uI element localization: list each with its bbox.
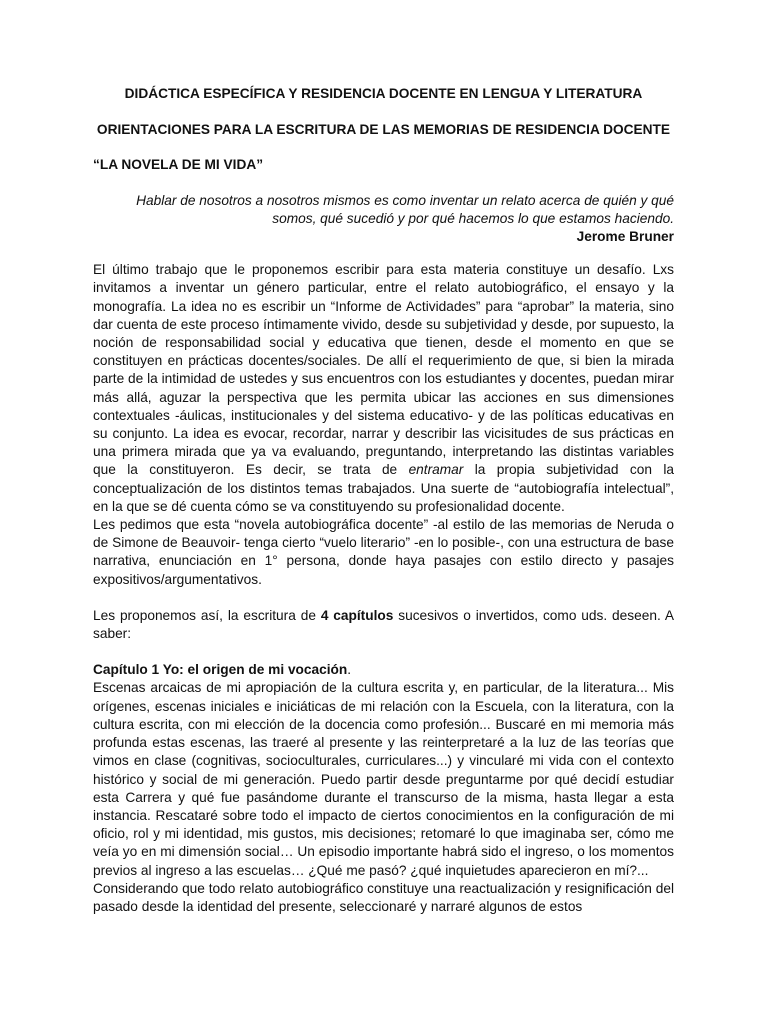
- document-title: DIDÁCTICA ESPECÍFICA Y RESIDENCIA DOCENTE EN LENGUA Y LITERATURA: [124, 86, 643, 101]
- chapters-count: 4 capítulos: [320, 607, 394, 623]
- chapter-1-heading-text: Capítulo 1 Yo: el origen de mi vocación: [93, 662, 348, 678]
- chapter-1-heading: [93, 661, 674, 679]
- document-subtitle: ORIENTACIONES PARA LA ESCRITURA DE LAS MEMORIAS DE RESIDENCIA DOCENTE: [96, 122, 671, 138]
- chapters-intro-part-1: Les proponemos así, la escritura de: [93, 607, 321, 623]
- epigraph-quote: Hablar de nosotros a nosotros mismos es como inventar un relato acerca de quién y qué somos, qué sucedió y por qué hacemos lo que estamos haciendo.: [136, 192, 674, 226]
- intro-paragraph-part-1: El último trabajo que le proponemos escribir para esta materia constituye un desafío. Lxs invitamos a inventar un género particular, entre el relato autobiográfico, el ensayo y la monografía. La idea no es escribir un “Informe de Actividades” para “aprobar” la materia, sino dar cuenta de este proceso íntimamente vivido, desde su subjetividad y desde, por supuesto, la noción de responsabilidad social y educativa que tienen, desde el momento en que se constituyen en prácticas docentes/sociales. De allí el requerimiento de que, si bien la mirada parte de la intimidad de ustedes y sus encuentros con los estudiantes y docentes, puedan mirar más allá, aguzar la perspectiva que les permita ubicar las acciones en sus dimensiones contextuales -áulicas, institucionales y del sistema educativo- y de las políticas educativas en su conjunto. La idea es evocar, recordar, narrar y describir las vicisitudes de sus prácticas en una primera mirada que ya va evaluando, preguntando, interpretando las distintas variables que la constituyeron. Es decir, se trata de: [93, 262, 674, 478]
- request-paragraph: Les pedimos que esta “novela autobiográfica docente” -al estilo de las memorias de Neruda o de Simone de Beauvoir- tenga cierto “vuelo literario” -en lo posible-, con una estructura de base narrativa, enunciación en 1° persona, donde haya pasajes con estilo directo y pasajes expositivos/argumentativos.: [93, 517, 674, 587]
- intro-paragraph-part-2: la propia subjetividad con la conceptualización de los distintos temas trabajados. Una suerte de “autobiografía intelectual”, en la que se dé cuenta cómo se va constituyendo su profesionalidad docente.: [93, 462, 674, 514]
- section-heading: “LA NOVELA DE MI VIDA”: [93, 157, 264, 173]
- chapter-1-paragraph: Escenas arcaicas de mi apropiación de la cultura escrita y, en particular, de la literatura... Mis orígenes, escenas iniciales e iniciáticas de mi relación con la Escuela, con la literatura, con la cultura escrita, con mi elección de la docencia como profesión... Buscaré en mi memoria más profunda estas escenas, las traeré al presente y las reinterpretaré a la luz de las teorías que vimos en clase (cognitivas, socioculturales, curriculares...) y vincularé mi vida con el contexto histórico y social de mi generación. Puedo partir desde preguntarme por qué decidí estudiar esta Carrera y qué fue pasándome durante el transcurso de la misma, hasta llegar a esta instancia. Rescataré sobre todo el impacto de ciertos conocimientos en la configuración de mi oficio, rol y mi identidad, mis gustos, mis decisiones; retomaré lo que imaginaba ser, cómo me veía yo en mi dimensión social… Un episodio importante habrá sido el ingreso, o los momentos previos al ingreso a las escuelas… ¿Qué me pasó? ¿qué inquietudes aparecieron en mí?...: [93, 680, 674, 878]
- intro-paragraph: [93, 261, 674, 516]
- chapters-intro-paragraph: [93, 607, 674, 643]
- body-text: [93, 261, 674, 916]
- intro-emphasis-word: entramar: [408, 462, 464, 478]
- epigraph-author: Jerome Bruner: [576, 229, 674, 245]
- paragraph-spacer: [93, 643, 674, 661]
- paragraph-spacer: [93, 589, 674, 607]
- document-page: [93, 85, 674, 916]
- chapters-intro-part-2: sucesivos o invertidos, como uds. deseen. A saber:: [93, 607, 675, 642]
- chapter-1-heading-end: .: [347, 662, 352, 678]
- epigraph: [93, 192, 674, 247]
- chapter-1-paragraph-continued: Considerando que todo relato autobiográfico constituye una reactualización y resignificación del pasado desde la identidad del presente, seleccionaré y narraré algunos de estos: [93, 880, 674, 914]
